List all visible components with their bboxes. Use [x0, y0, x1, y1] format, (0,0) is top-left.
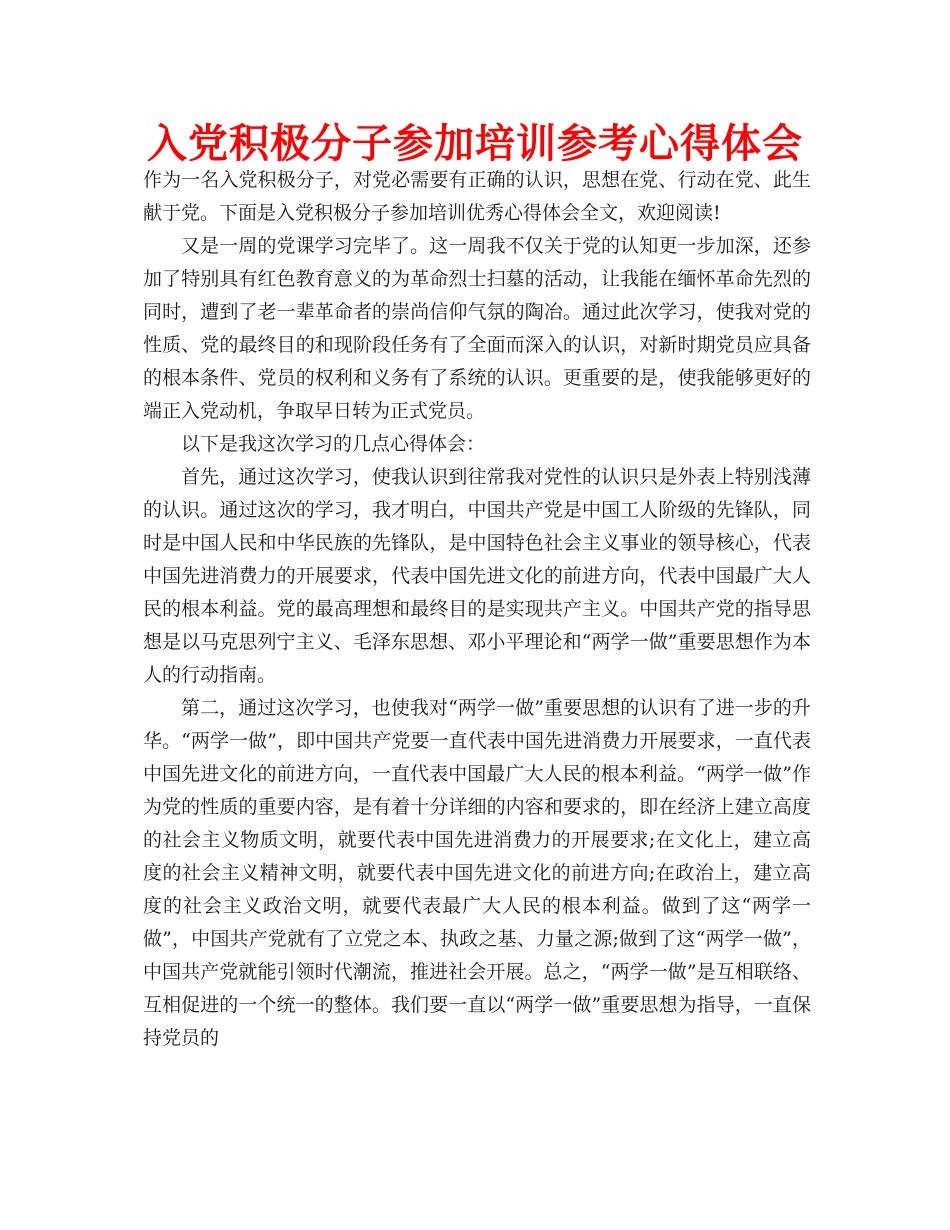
paragraph-intro: 作为一名入党积极分子，对党必需要有正确的认识，思想在党、行动在党、此生献于党。下面是入党积极分子参加培训优秀心得体会全文，欢迎阅读!	[143, 169, 811, 224]
document-body	[143, 164, 811, 1055]
paragraph-points-heading: 以下是我这次学习的几点心得体会：	[181, 433, 486, 455]
paragraph-second-point: 第二，通过这次学习，也使我对“两学一做”重要思想的认识有了进一步的升华。“两学一做”，即中国共产党要一直代表中国先进消费力开展要求，一直代表中国先进文化的前进方向，一直代表中国最广大人民的根本利益。“两学一做”作为党的性质的重要内容，是有着十分详细的内容和要求的，即在经济上建立高度的社会主义物质文明，就要代表中国先进消费力的开展要求;在文化上，建立高度的社会主义精神文明，就要代表中国先进文化的前进方向;在政治上，建立高度的社会主义政治文明，就要代表最广大人民的根本利益。做到了这“两学一做”，中国共产党就有了立党之本、执政之基、力量之源;做到了这“两学一做”，中国共产党就能引领时代潮流，推进社会开展。总之，“两学一做”是互相联络、互相促进的一个统一的整体。我们要一直以“两学一做”重要思想为指导，一直保持党员的	[143, 697, 811, 1049]
paragraph-first-point: 首先，通过这次学习，使我认识到往常我对党性的认识只是外表上特别浅薄的认识。通过这次的学习，我才明白，中国共产党是中国工人阶级的先锋队，同时是中国人民和中华民族的先锋队，是中国特色社会主义事业的领导核心，代表中国先进消费力的开展要求，代表中国先进文化的前进方向，代表中国最广大人民的根本利益。党的最高理想和最终目的是实现共产主义。中国共产党的指导思想是以马克思列宁主义、毛泽东思想、邓小平理论和“两学一做”重要思想作为本人的行动指南。	[143, 466, 811, 686]
paragraph-week-study: 又是一周的党课学习完毕了。这一周我不仅关于党的认知更一步加深，还参加了特别具有红色教育意义的为革命烈士扫墓的活动，让我能在缅怀革命先烈的同时，遭到了老一辈革命者的崇尚信仰气氛的陶冶。通过此次学习，使我对党的性质、党的最终目的和现阶段任务有了全面而深入的认识，对新时期党员应具备的根本条件、党员的权利和义务有了系统的认识。更重要的是，使我能够更好的端正入党动机，争取早日转为正式党员。	[143, 235, 811, 422]
document-title: 入党积极分子参加培训参考心得体会	[147, 121, 803, 167]
